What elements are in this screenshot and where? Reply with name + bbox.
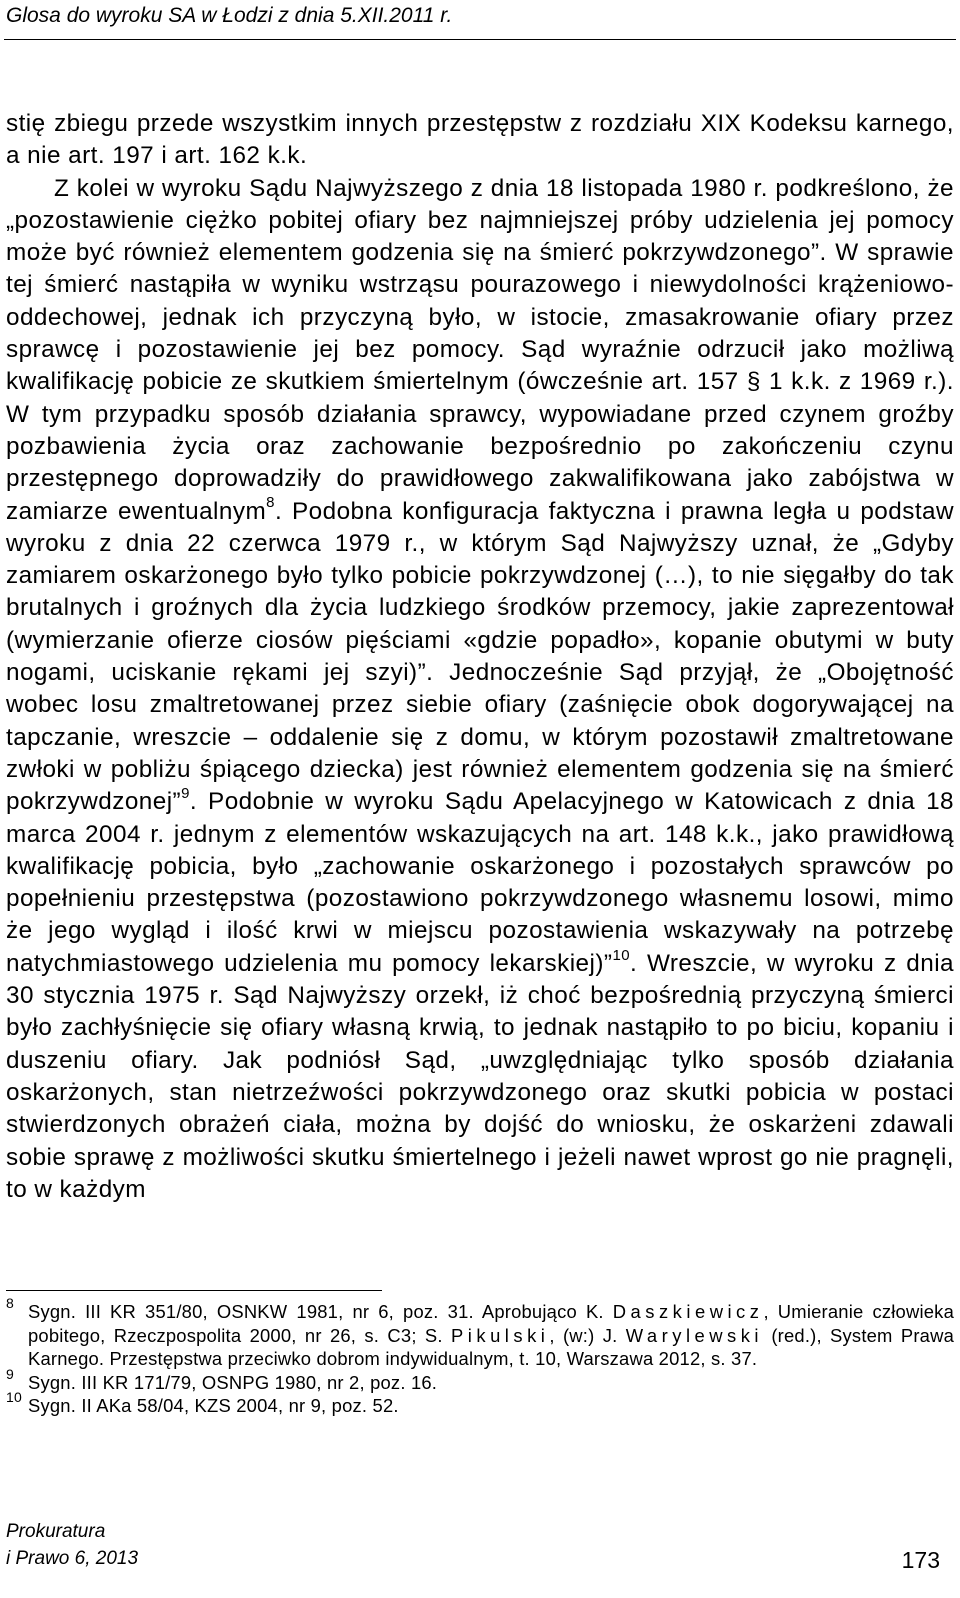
footnotes [6,1295,954,1418]
footnote-rule [6,1290,382,1291]
author-name: Daszkiewicz [612,1301,764,1322]
header-rule [4,39,956,40]
footnote-number: 10 [6,1389,22,1405]
footnote-10 [6,1389,954,1418]
paragraph-2-part-b: . Podobna konfiguracja faktyczna i prawna legła u podstaw wyroku z dnia 22 czerwca 1979 r., w którym Sąd Najwyższy uznał, że „Gdyby zamiarem oskarżonego było tylko pobicie pokrzywdzonej (…), to nie sięgałby do tak brutalnych i groźnych dla życia ludzkiego środków przemocy, jakie zaprezentował (wymierzanie ofierze ciosów pięściami «gdzie popadło», kopanie obutymi w buty nogami, uciskanie rękami jej szyi)”. Jednocześnie Sąd przyjął, że „Obojętność wobec losu zmaltretowanej przez siebie ofiary (zaśnięcie obok dogorywającej na tapczanie, wreszcie – oddalenie się z domu, w którym pozostawił zmaltretowane zwłoki w pobliżu śpiącego dziecka) jest również elementem godzenia się na śmierć pokrzywdzonej” [6,497,954,816]
footnote-number: 8 [6,1295,14,1311]
footnote-text-part: , (w:) J. [549,1324,626,1346]
main-text [6,108,954,1206]
paragraph-2-part-c: . Podobnie w wyroku Sądu Apelacyjnego w Katowicach z dnia 18 marca 2004 r. jednym z elementów wskazujących na art. 148 k.k., jako prawidłową kwalifikację pobicia, było „zachowanie oskarżonego i pozostałych sprawców po popełnieniu przestępstwa (pozostawiono pokrzywdzonego własnemu losowi, mimo że jego wygląd i ilość krwi w miejscu pozostawienia wskazywały na potrzebę natychmiastowego udzielenia mu pomocy lekarskiej)” [6,788,954,977]
footnote-text [28,1300,954,1371]
footnote-text-part: Sygn. III KR 351/80, OSNKW 1981, nr 6, poz. 31. Aprobująco K. [28,1301,613,1322]
running-head: Glosa do wyroku SA w Łodzi z dnia 5.XII.2011 r. [6,4,453,27]
author-name: Warylewski [625,1324,764,1346]
journal-footer [6,1518,138,1572]
footnote-8 [6,1295,954,1371]
footnote-text-part: (red.), System Prawa Karnego. Przestępstwa przeciwko dobrom indywidualnym, t. 10, Warszawa 2012, s. 37. [28,1324,954,1369]
paragraph-2 [6,173,954,1207]
footnote-ref-8[interactable]: 8 [266,494,275,512]
footnote-ref-9[interactable]: 9 [181,785,190,803]
page-number: 173 [901,1547,940,1573]
footnote-text: Sygn. II AKa 58/04, KZS 2004, nr 9, poz. 52. [28,1395,399,1416]
author-name: Pikulski [451,1324,550,1346]
journal-issue: i Prawo 6, 2013 [6,1548,139,1569]
footnote-text: Sygn. III KR 171/79, OSNPG 1980, nr 2, poz. 16. [28,1371,438,1393]
paragraph-2-part-d: . Wreszcie, w wyroku z dnia 30 stycznia 1975 r. Sąd Najwyższy orzekł, iż choć bezpośrednią przyczyną śmierci było zachłyśnięcie się ofiary własną krwią, to jednak nastąpiło to po biciu, kopaniu i duszeniu ofiary. Jak podniósł Sąd, „uwzględniając tylko sposób działania oskarżonych, stan nietrzeźwości pokrzywdzonego oraz skutki pobicia w postaci stwierdzonych obrażeń ciała, można by dojść do wniosku, że oskarżeni zdawali sobie sprawę z możliwości skutku śmiertelnego i jeżeli nawet wprost go nie pragnęli, to w każdym [6,949,955,1203]
footnote-text-part: , Umieranie człowieka pobitego, Rzeczpospolita 2000, nr 26, s. C3; S. [28,1301,954,1346]
footnote-number: 9 [6,1365,14,1382]
paragraph-1: stię zbiegu przede wszystkim innych przestępstw z rozdziału XIX Kodeksu karnego, a nie art. 197 i art. 162 k.k. [6,110,954,170]
footnote-ref-10[interactable]: 10 [612,946,631,964]
journal-name: Prokuratura [6,1521,106,1542]
footnote-9 [6,1365,954,1395]
paragraph-2-part-a: Z kolei w wyroku Sądu Najwyższego z dnia 18 listopada 1980 r. podkreślono, że „pozostawienie ciężko pobitej ofiary bez najmniejszej próby udzielenia jej pomocy może być również elementem godzenia się na śmierć pokrzywdzonego”. W sprawie tej śmierć nastąpiła w wyniku wstrząsu pourazowego i niewydolności krążeniowo-oddechowej, jednak ich przyczyną było, w istocie, zmasakrowanie ofiary przez sprawcę i pozostawienie jej bez pomocy. Sąd wyraźnie odrzucił jako możliwą kwalifikację pobicie ze skutkiem śmiertelnym (ówcześnie art. 157 § 1 k.k. z 1969 r.). W tym przypadku sposób działania sprawcy, wypowiadane przed czynem groźby pozbawienia życia oraz zachowanie bezpośrednio po zakończeniu czynu przestępnego doprowadziły do prawidłowego zakwalifikowana jako zabójstwa w zamiarze ewentualnym [6,174,954,525]
